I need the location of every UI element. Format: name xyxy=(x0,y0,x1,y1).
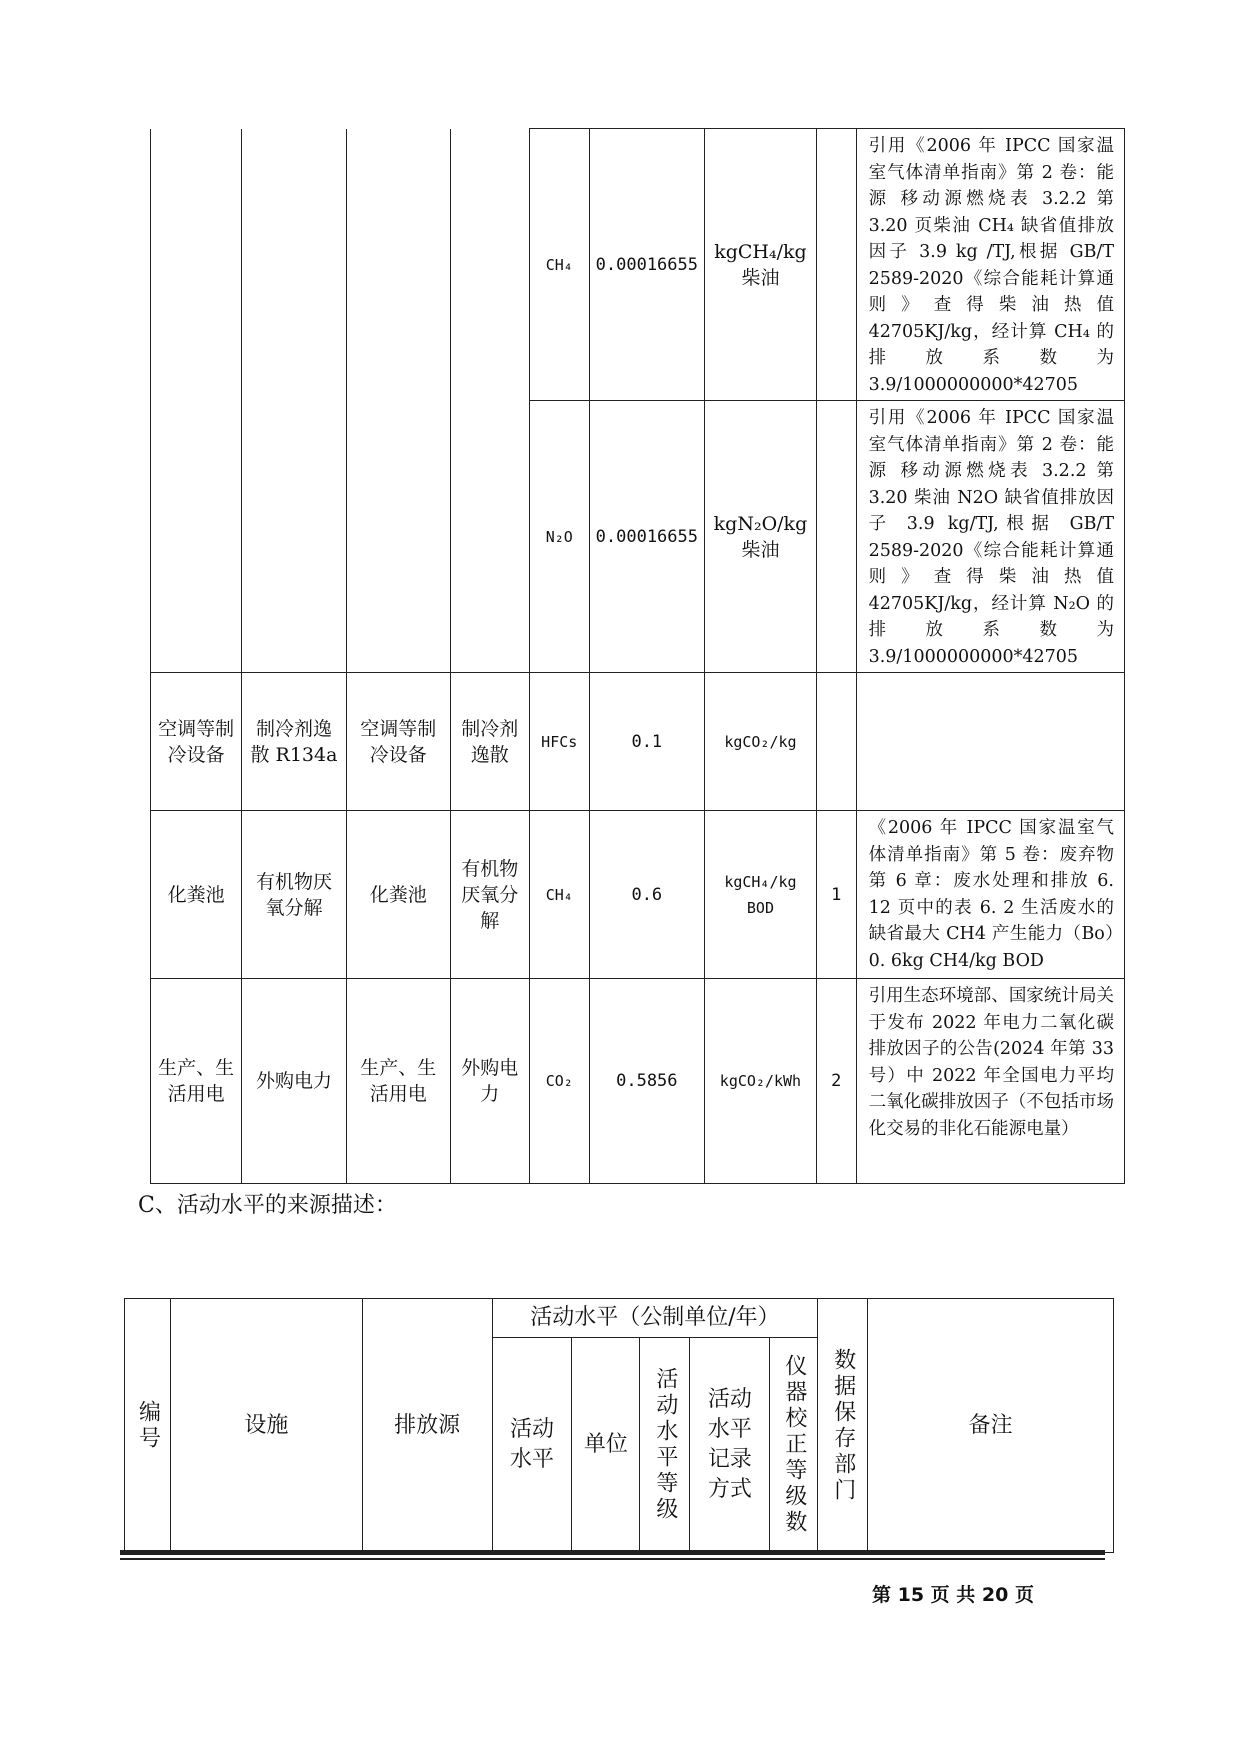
section-c-title: C、活动水平的来源描述： xyxy=(138,1193,397,1218)
level-cell xyxy=(816,673,856,811)
header-calib: 仪器校正等级数 xyxy=(770,1338,818,1553)
table-row xyxy=(151,129,1125,401)
gas-cell: CO₂ xyxy=(529,979,589,1184)
source-cell: 制冷剂逸散 R134a xyxy=(242,673,346,811)
unit-cell: kgCH₄/kg BOD xyxy=(705,811,817,979)
factor-cell: 0.5856 xyxy=(589,979,704,1184)
facility-cell: 化粪池 xyxy=(346,811,450,979)
facility-cell: 空调等制冷设备 xyxy=(151,673,242,811)
header-activity-group: 活动水平（公制单位/年） xyxy=(492,1299,818,1338)
table-row xyxy=(151,811,1125,979)
header-no: 编号 xyxy=(125,1299,171,1553)
facility-cell: 空调等制冷设备 xyxy=(346,673,450,811)
level-cell: 1 xyxy=(816,811,856,979)
gas-cell: HFCs xyxy=(529,673,589,811)
page-number: 第 15 页 共 20 页 xyxy=(872,1584,1034,1606)
facility-cell: 化粪池 xyxy=(151,811,242,979)
header-facility: 设施 xyxy=(170,1299,362,1553)
gas-cell: CH₄ xyxy=(529,811,589,979)
note-cell: 引用《2006 年 IPCC 国家温室气体清单指南》第 2 卷：能源 移动源燃烧表 3.2.2 第 3.20 页柴油 CH₄ 缺省值排放因子 3.9 kg /TJ,根据 GB/T 2589-2020《综合能耗计算通则》查得柴油热值 42705KJ/kg，经计算 CH₄ 的排放系数为 3.9/1000000000*42705 xyxy=(856,129,1124,401)
source-cell: 有机物厌氧分解 xyxy=(450,811,529,979)
activity-level-table xyxy=(124,1298,1114,1553)
header-record: 活动水平记录方式 xyxy=(690,1338,770,1553)
footer-rule-thin xyxy=(120,1558,1105,1560)
unit-cell: kgN₂O/kg 柴油 xyxy=(705,401,817,673)
facility-cell xyxy=(151,129,242,673)
level-cell xyxy=(816,129,856,401)
header-dept: 数据保存部门 xyxy=(818,1299,868,1553)
source-cell: 外购电力 xyxy=(450,979,529,1184)
factor-cell: 0.00016655 xyxy=(589,401,704,673)
note-cell xyxy=(856,673,1124,811)
level-cell xyxy=(816,401,856,673)
source-cell: 外购电力 xyxy=(242,979,346,1184)
emission-factor-table xyxy=(150,128,1125,1184)
header-unit: 单位 xyxy=(572,1338,640,1553)
gas-cell: CH₄ xyxy=(529,129,589,401)
source-cell: 有机物厌氧分解 xyxy=(242,811,346,979)
facility-cell xyxy=(346,129,450,673)
note-cell: 引用生态环境部、国家统计局关于发布 2022 年电力二氧化碳排放因子的公告(2024 年第 33 号）中 2022 年全国电力平均二氧化碳排放因子（不包括市场化交易的非化石能源电量） xyxy=(856,979,1124,1184)
header-level: 活动水平等级 xyxy=(640,1338,690,1553)
facility-cell: 生产、生活用电 xyxy=(346,979,450,1184)
source-cell: 制冷剂逸散 xyxy=(450,673,529,811)
factor-cell: 0.6 xyxy=(589,811,704,979)
unit-cell: kgCO₂/kg xyxy=(705,673,817,811)
unit-cell: kgCO₂/kWh xyxy=(705,979,817,1184)
footer-rule xyxy=(120,1550,1105,1555)
table-row xyxy=(151,979,1125,1184)
factor-cell: 0.1 xyxy=(589,673,704,811)
factor-cell: 0.00016655 xyxy=(589,129,704,401)
level-cell: 2 xyxy=(816,979,856,1184)
table-row xyxy=(151,673,1125,811)
header-source: 排放源 xyxy=(362,1299,492,1553)
gas-cell: N₂O xyxy=(529,401,589,673)
table-header-row xyxy=(125,1299,1114,1338)
header-remark: 备注 xyxy=(868,1299,1114,1553)
source-cell xyxy=(242,129,346,673)
note-cell: 《2006 年 IPCC 国家温室气体清单指南》第 5 卷：废弃物 第 6 章：废水处理和排放 6. 12 页中的表 6. 2 生活废水的缺省最大 CH4 产生能力（Bo）0. 6kg CH4/kg BOD xyxy=(856,811,1124,979)
source-cell xyxy=(450,129,529,673)
note-cell: 引用《2006 年 IPCC 国家温室气体清单指南》第 2 卷：能源 移动源燃烧表 3.2.2 第 3.20 柴油 N2O 缺省值排放因子 3.9 kg/TJ,根据 GB/T 2589-2020《综合能耗计算通则》查得柴油热值 42705KJ/kg，经计算 N₂O 的排放系数为 3.9/1000000000*42705 xyxy=(856,401,1124,673)
header-activity: 活动水平 xyxy=(492,1338,572,1553)
unit-cell: kgCH₄/kg 柴油 xyxy=(705,129,817,401)
facility-cell: 生产、生活用电 xyxy=(151,979,242,1184)
